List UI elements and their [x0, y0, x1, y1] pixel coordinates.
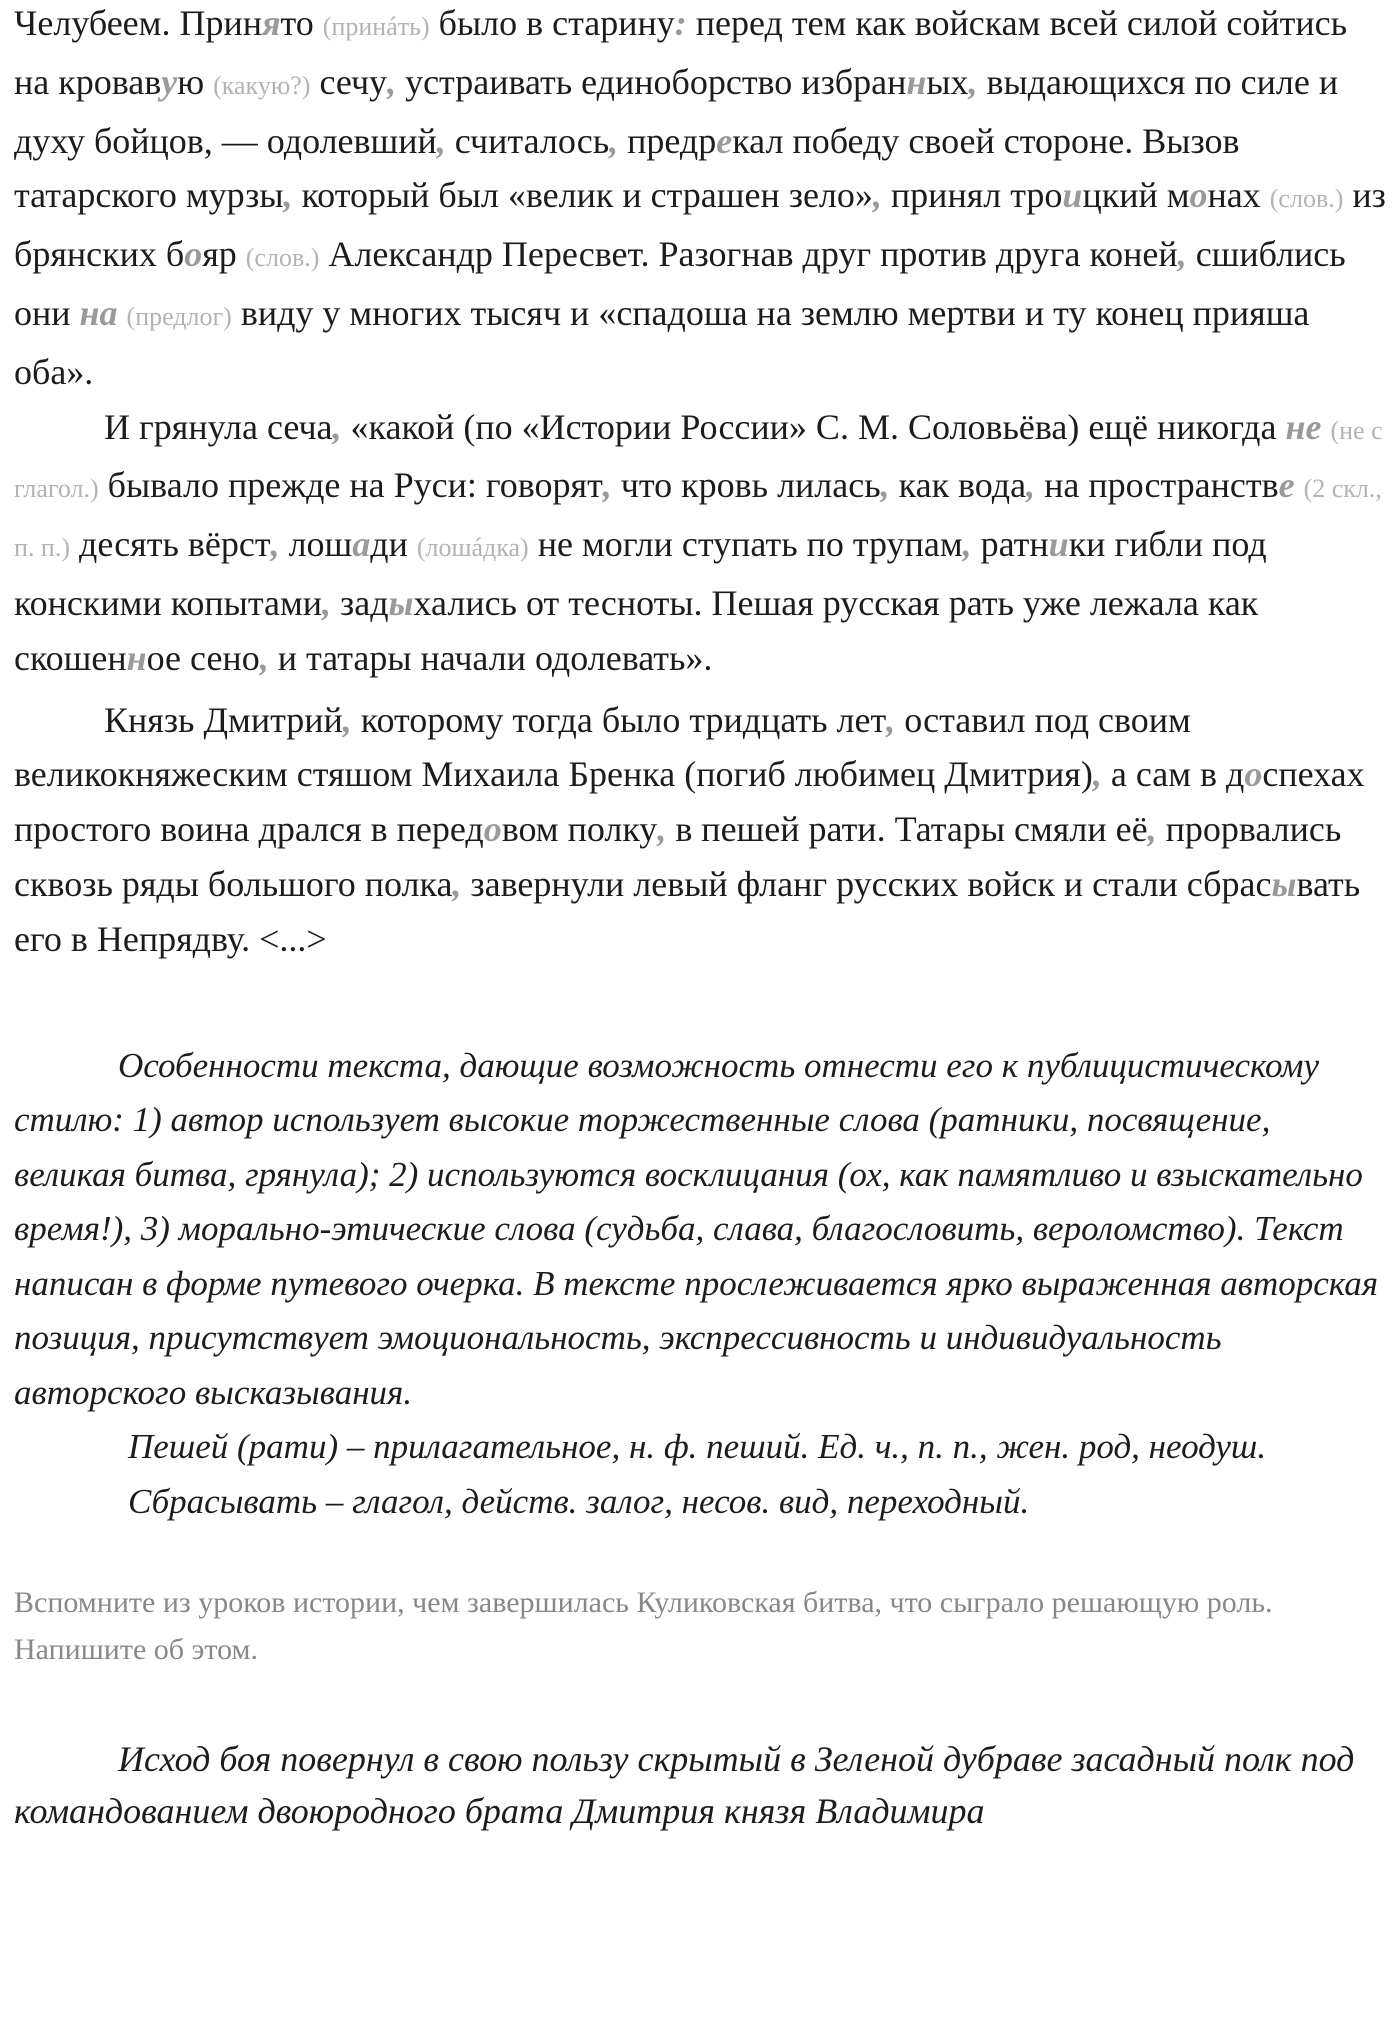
- grammar-note: (слов.): [1269, 184, 1344, 214]
- highlighted-letter: ,: [1147, 809, 1157, 850]
- highlighted-letter: :: [674, 3, 687, 43]
- answer-text: Исход боя повернул в свою пользу скрытый в Зеленой дубраве засадный полк под командованием двоюродного брата Дмитрия князя Владимира: [14, 1739, 1355, 1832]
- highlighted-letter: ,: [332, 406, 342, 447]
- highlighted-letter: е: [1278, 465, 1295, 506]
- analysis-text-1: [14, 1039, 1390, 1421]
- highlighted-letter: ,: [1177, 234, 1187, 275]
- paragraph-1: Челубеем. Принято (принáть) было в старину: перед тем как войскам всей силой сойтись на кровавую (какую?) сечу, устраивать единоборство избранных, выдающихся по силе и духу бойцов, — одолевший, считалось, предрекал победу своей стороне. Вызов татарского мурзы, который был «велик и страшен зело», принял троицкий монах (слов.) из брянских бояр (слов.) Александр Пересвет. Разогнав друг против друга коней, сшиблись они на (предлог) виду у многих тысяч и «спадоша на землю мертви и ту конец прияша оба».: [14, 3, 1386, 392]
- grammar-note: (какую?): [213, 70, 311, 100]
- highlighted-letter: ,: [342, 699, 352, 740]
- highlighted-letter: на: [79, 292, 118, 333]
- analysis-text-2-body: Пешей (рати) – прилагательное, н. ф. пеший. Ед. ч., п. п., жен. род, неодуш.: [128, 1427, 1267, 1467]
- grammar-note: (слов.): [245, 243, 320, 273]
- highlighted-letter: ,: [657, 809, 667, 850]
- paragraph-2: И грянула сеча, «какой (по «Истории России» С. М. Соловьёва) ещё никогда не (не с глагол.) бывало прежде на Руси: говорят, что кровь лилась, как вода, на пространстве (2 скл., п. п.) десять вёрст, лошади (лошáдка) не могли ступать по трупам, ратники гибли под конскими копытами, задыхались от тесноты. Пешая русская рать уже лежала как скошенное сено, и татары начали одолевать».: [14, 406, 1383, 678]
- document-page: [14, 0, 1390, 1837]
- highlighted-letter: е: [716, 120, 733, 161]
- highlighted-letter: н: [906, 61, 927, 102]
- highlighted-letter: ,: [962, 524, 972, 565]
- analysis-text-3: [14, 1475, 1390, 1530]
- highlighted-letter: ,: [259, 637, 269, 678]
- highlighted-letter: ы: [1271, 863, 1297, 904]
- analysis-block: [14, 1039, 1390, 1530]
- highlighted-letter: я: [261, 3, 281, 43]
- highlighted-letter: ,: [322, 582, 332, 623]
- analysis-text-2: [14, 1420, 1390, 1475]
- analysis-text-3-body: Сбрасывать – глагол, действ. залог, несов. вид, переходный.: [128, 1481, 1030, 1521]
- highlighted-letter: ,: [602, 465, 612, 506]
- highlighted-letter: о: [1189, 175, 1208, 216]
- highlighted-letter: ,: [1092, 754, 1102, 795]
- highlighted-letter: ,: [609, 120, 619, 161]
- highlighted-letter: ,: [968, 61, 978, 102]
- highlighted-letter: ,: [270, 524, 280, 565]
- highlighted-letter: н: [126, 637, 147, 678]
- grammar-note: (2 скл., п. п.): [14, 474, 1382, 563]
- grammar-note: (не с глагол.): [14, 415, 1383, 504]
- task-question: Вспомните из уроков истории, чем завершилась Куликовская битва, что сыграло решающую роль. Напишите об этом.: [14, 1586, 1273, 1667]
- grammar-note: (предлог): [126, 301, 232, 331]
- highlighted-letter: ,: [872, 175, 882, 216]
- highlighted-letter: и: [1062, 175, 1083, 216]
- highlighted-letter: и: [1048, 524, 1069, 565]
- analysis-text-1-body: Особенности текста, дающие возможность отнести его к публицистическому стилю: 1) автор использует высокие торжественные слова (ратники, посвящение, великая битва, грянула); 2) используются восклицания (ох, как памятливо и взыскательно время!), 3) морально-этические слова (судьба, слава, благословить, вероломство). Текст написан в форме путевого очерка. В тексте прослеживается ярко выраженная авторская позиция, присутствует эмоциональность, экспрессивность и индивидуальность авторского высказывания.: [14, 1045, 1379, 1412]
- highlighted-letter: не: [1285, 406, 1322, 447]
- highlighted-letter: о: [184, 234, 203, 275]
- highlighted-letter: ,: [283, 175, 293, 216]
- highlighted-letter: ,: [886, 699, 896, 740]
- highlighted-letter: а: [352, 524, 371, 565]
- highlighted-letter: ,: [387, 61, 397, 102]
- highlighted-letter: ,: [452, 863, 462, 904]
- highlighted-letter: ,: [880, 465, 890, 506]
- highlighted-letter: ,: [1026, 465, 1036, 506]
- grammar-note: (принáть): [322, 12, 430, 41]
- highlighted-letter: о: [1244, 754, 1263, 795]
- grammar-note: (лошáдка): [416, 533, 529, 563]
- paragraph-3: Князь Дмитрий, которому тогда было тридцать лет, оставил под своим великокняжеским стяшом Михаила Бренка (погиб любимец Дмитрия), а сам в доспехах простого воина дрался в передовом полку, в пешей рати. Татары смяли её, прорвались сквозь ряды большого полка, завернули левый фланг русских войск и стали сбрасывать его в Непрядву. <...>: [14, 699, 1365, 959]
- highlighted-letter: о: [483, 809, 502, 850]
- highlighted-letter: у: [161, 61, 178, 102]
- highlighted-letter: ,: [436, 120, 446, 161]
- highlighted-letter: ы: [388, 582, 414, 623]
